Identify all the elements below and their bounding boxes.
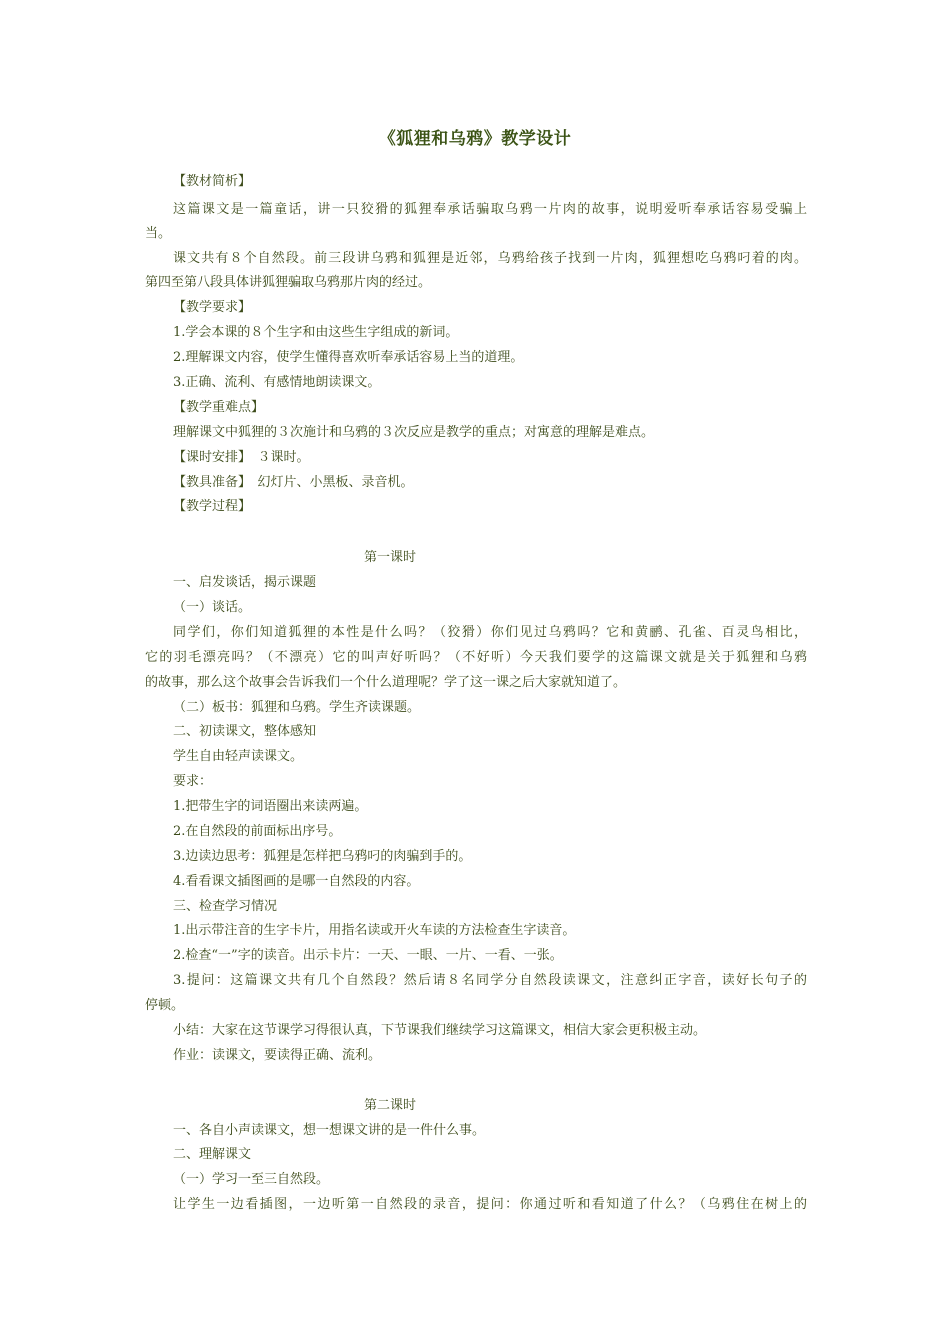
summary-line: 小结：大家在这节课学习得很认真，下节课我们继续学习这篇课文，相信大家会更积极主动。 xyxy=(173,1023,707,1038)
list-item: 1.把带生字的词语圈出来读两遍。 xyxy=(173,799,368,814)
paragraph-line: 第四至第八段具体讲狐狸骗取乌鸦那片肉的经过。 xyxy=(145,275,432,290)
list-item: 3.提问：这篇课文共有几个自然段？然后请８名同学分自然段读课文，注意纠正字音，读好长句子的 xyxy=(173,973,807,988)
section-heading-process: 【教学过程】 xyxy=(173,499,252,514)
section-heading-key-points: 【教学重难点】 xyxy=(173,400,265,415)
list-item: 1.出示带注音的生字卡片，用指名读或开火车读的方法检查生字读音。 xyxy=(173,923,576,938)
paragraph-line: 要求： xyxy=(173,774,213,789)
lesson-heading-1: 第一课时 xyxy=(363,550,416,565)
list-item: 1.学会本课的８个生字和由这些生字组成的新词。 xyxy=(173,325,459,340)
paragraph-line: 让学生一边看插图，一边听第一自然段的录音，提问：你通过听和看知道了什么？（乌鸦住在树上的 xyxy=(173,1197,807,1212)
sub-step: （一）谈话。 xyxy=(173,600,252,615)
paragraph-line: 它的羽毛漂亮吗？（不漂亮）它的叫声好听吗？（不好听）今天我们要学的这篇课文就是关于狐狸和乌鸦 xyxy=(145,650,807,665)
paragraph-line: 理解课文中狐狸的３次施计和乌鸦的３次反应是教学的重点；对寓意的理解是难点。 xyxy=(173,425,655,440)
paragraph-line: 课文共有８个自然段。前三段讲乌鸦和狐狸是近邻，乌鸦给孩子找到一片肉，狐狸想吃乌鸦叼着的肉。 xyxy=(173,251,807,266)
list-item: 2.理解课文内容，使学生懂得喜欢听奉承话容易上当的道理。 xyxy=(173,350,524,365)
list-item: 2.检查“一”字的读音。出示卡片：一天、一眼、一片、一看、一张。 xyxy=(173,948,563,963)
homework-line: 作业：读课文，要读得正确、流利。 xyxy=(173,1048,382,1063)
paragraph-line: 的故事，那么这个故事会告诉我们一个什么道理呢？学了这一课之后大家就知道了。 xyxy=(145,675,627,690)
list-item: 4.看看课文插图画的是哪一自然段的内容。 xyxy=(173,874,420,889)
document-title: 《狐狸和乌鸦》教学设计 xyxy=(378,129,572,149)
sub-step: （一）学习一至三自然段。 xyxy=(173,1172,330,1187)
list-item: 2.在自然段的前面标出序号。 xyxy=(173,824,342,839)
paragraph-line: 停顿。 xyxy=(145,998,185,1013)
lesson-heading-2: 第二课时 xyxy=(363,1098,416,1113)
list-item: 3.正确、流利、有感情地朗读课文。 xyxy=(173,375,381,390)
section-heading-materials: 【教具准备】 幻灯片、小黑板、录音机。 xyxy=(173,475,414,490)
section-heading-requirements: 【教学要求】 xyxy=(173,300,252,315)
step-heading: 一、各自小声读课文，想一想课文讲的是一件什么事。 xyxy=(173,1123,486,1138)
sub-step: （二）板书：狐狸和乌鸦。学生齐读课题。 xyxy=(173,700,421,715)
step-heading: 二、理解课文 xyxy=(173,1147,252,1162)
paragraph-line: 这篇课文是一篇童话，讲一只狡猾的狐狸奉承话骗取乌鸦一片肉的故事，说明爱听奉承话容易受骗上 xyxy=(173,202,807,217)
step-heading: 一、启发谈话，揭示课题 xyxy=(173,575,317,590)
section-heading-material: 【教材简析】 xyxy=(173,174,252,189)
paragraph-line: 学生自由轻声读课文。 xyxy=(173,749,304,764)
step-heading: 三、检查学习情况 xyxy=(173,899,278,914)
list-item: 3.边读边思考：狐狸是怎样把乌鸦叼的肉骗到手的。 xyxy=(173,849,472,864)
paragraph-line: 当。 xyxy=(145,226,172,241)
section-heading-schedule: 【课时安排】 ３课时。 xyxy=(173,450,310,465)
paragraph-line: 同学们，你们知道狐狸的本性是什么吗？（狡猾）你们见过乌鸦吗？它和黄鹂、孔雀、百灵鸟相比， xyxy=(173,625,807,640)
step-heading: 二、初读课文，整体感知 xyxy=(173,724,317,739)
